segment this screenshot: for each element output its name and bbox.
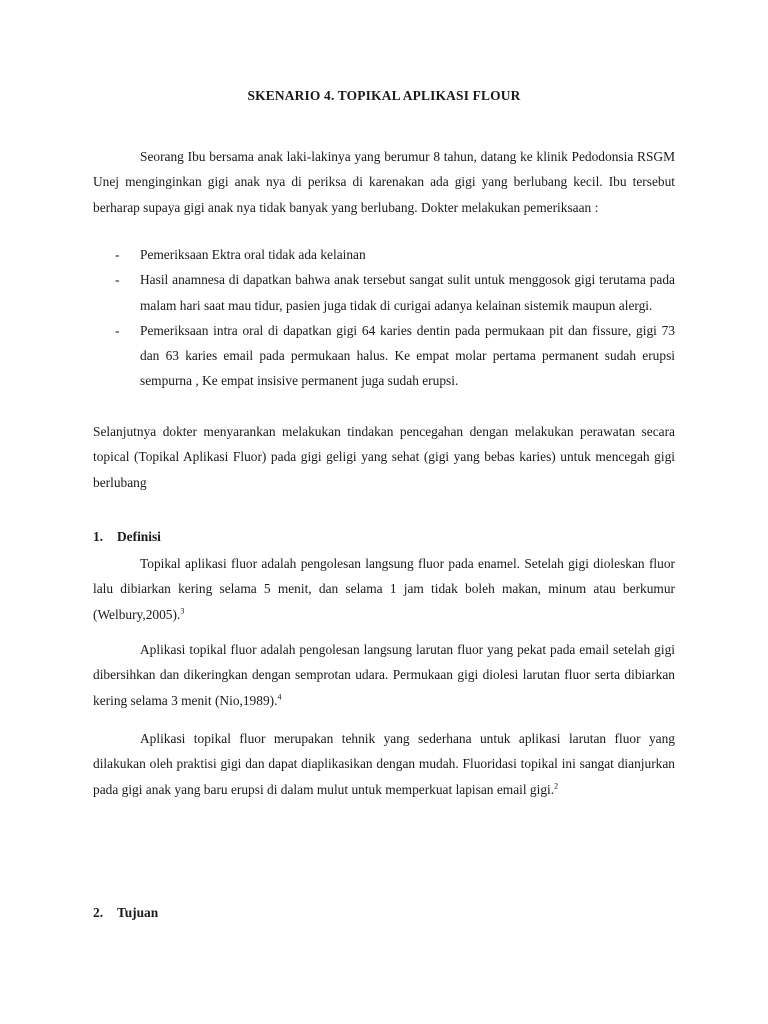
section-title: Tujuan [117,905,159,920]
paragraph-text: Topikal aplikasi fluor adalah pengolesan langsung fluor pada enamel. Setelah gigi dioleskan fluor lalu dibiarkan kering selama 5 menit, dan selama 1 jam tidak boleh makan, minum atau berkumur (Welbury,2005). [93,556,675,622]
section-title: Definisi [117,529,161,544]
citation-ref: 4 [277,692,282,702]
definition-paragraph-2 [93,637,675,713]
list-dash: - [115,247,120,262]
citation-ref: 2 [554,781,559,791]
paragraph-text: Aplikasi topikal fluor merupakan tehnik yang sederhana untuk aplikasi larutan fluor yang dilakukan oleh praktisi gigi dan dapat diaplikasikan dengan mudah. Fluoridasi topikal ini sangat dianjurkan pada gigi anak yang baru erupsi di dalam mulut untuk memperkuat lapisan email gigi. [93,731,675,797]
section-heading-definisi [93,529,161,545]
definition-paragraph-1 [93,551,675,627]
citation-ref: 3 [180,606,185,616]
list-item [93,267,675,318]
definition-paragraph-3 [93,726,675,802]
section-number: 1. [93,529,104,544]
scenario-paragraph: Seorang Ibu bersama anak laki-lakinya yang berumur 8 tahun, datang ke klinik Pedodonsia RSGM Unej menginginkan gigi anak nya di periksa di karenakan ada gigi yang berlubang kecil. Ibu tersebut berharap supaya gigi anak nya tidak banyak yang berlubang. Dokter melakukan pemeriksaan : [93,149,675,215]
scenario-closing: Selanjutnya dokter menyarankan melakukan tindakan pencegahan dengan melakukan perawatan secara topical (Topikal Aplikasi Fluor) pada gigi geligi yang sehat (gigi yang bebas karies) untuk mencegah gigi berlubang [93,424,675,490]
examination-list [93,242,675,394]
section-number: 2. [93,905,104,920]
list-item-text: Pemeriksaan intra oral di dapatkan gigi 64 karies dentin pada permukaan pit dan fissure, gigi 73 dan 63 karies email pada permukaan halus. Ke empat molar pertama permanent sudah erupsi sempurna , Ke empat insisive permanent juga sudah erupsi. [140,322,675,389]
list-item [93,318,675,394]
list-dash: - [115,322,120,338]
list-item-text: Pemeriksaan Ektra oral tidak ada kelainan [140,247,366,262]
list-item [93,242,675,267]
paragraph-text: Aplikasi topikal fluor adalah pengolesan langsung larutan fluor yang pekat pada email setelah gigi dibersihkan dan dikeringkan dengan semprotan udara. Permukaan gigi diolesi larutan fluor serta dibiarkan kering selama 3 menit (Nio,1989). [93,642,675,708]
document-title: SKENARIO 4. TOPIKAL APLIKASI FLOUR [247,88,521,103]
list-dash: - [115,272,120,288]
section-heading-tujuan [93,905,158,921]
list-item-text: Hasil anamnesa di dapatkan bahwa anak tersebut sangat sulit untuk menggosok gigi terutama pada malam hari saat mau tidur, pasien juga tidak di curigai adanya kelainan sistemik maupun alergi. [140,272,675,313]
